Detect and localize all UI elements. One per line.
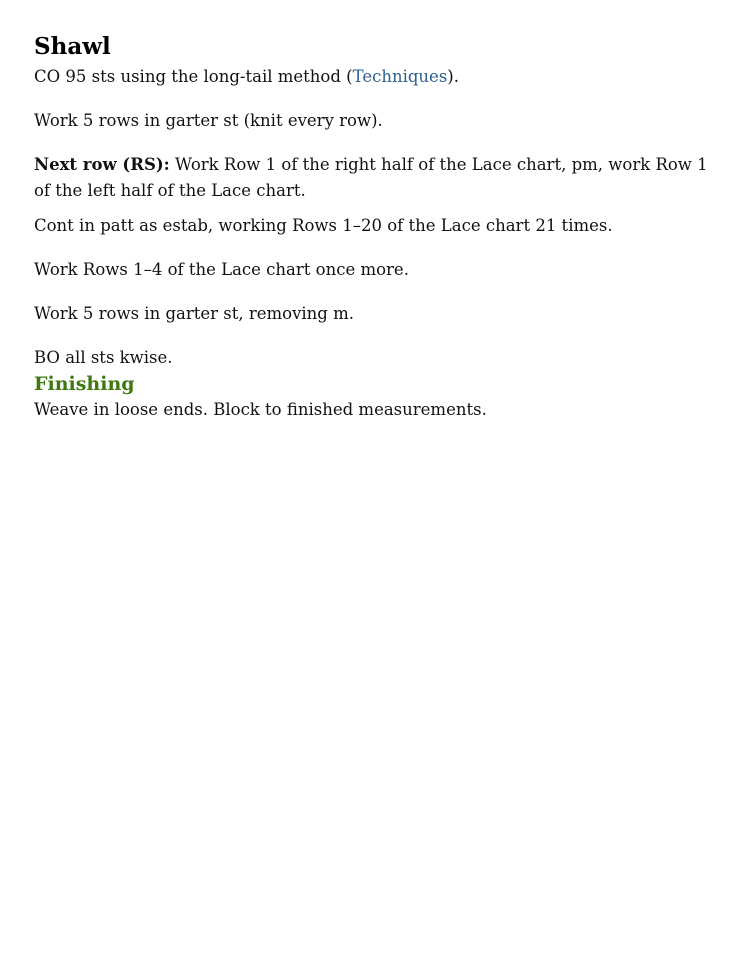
garter-remove-instruction: Work 5 rows in garter st, removing m. bbox=[34, 304, 355, 323]
pattern-page bbox=[34, 30, 714, 423]
garter-instruction: Work 5 rows in garter st (knit every row). bbox=[34, 111, 383, 130]
shawl-heading: Shawl bbox=[34, 33, 111, 60]
cast-on-close: ). bbox=[447, 67, 459, 86]
techniques-link[interactable]: Techniques bbox=[352, 67, 448, 86]
cast-on-instruction bbox=[34, 64, 714, 90]
bind-off-instruction: BO all sts kwise. bbox=[34, 348, 173, 367]
next-row-label: Next row (RS): bbox=[34, 155, 170, 174]
finishing-heading: Finishing bbox=[34, 373, 135, 395]
continue-instruction: Cont in patt as estab, working Rows 1–20 of the Lace chart 21 times. bbox=[34, 216, 613, 235]
next-row-text: Work Row 1 of the right half of the Lace chart, pm, work Row 1 of the left half of the Lace chart. bbox=[34, 155, 708, 200]
finishing-instruction: Weave in loose ends. Block to finished measurements. bbox=[34, 400, 487, 419]
cast-on-text: CO 95 sts using the long-tail method ( bbox=[34, 67, 353, 86]
next-row-instruction bbox=[34, 152, 714, 204]
rows-once-more-instruction: Work Rows 1–4 of the Lace chart once more. bbox=[34, 260, 409, 279]
